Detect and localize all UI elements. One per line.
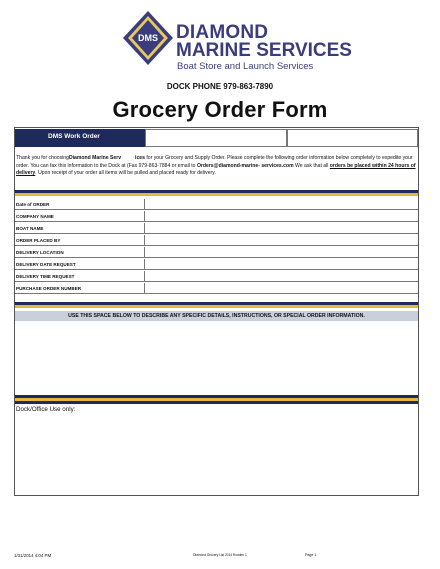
intro-paragraph xyxy=(16,155,418,178)
field-row-order-placed-by xyxy=(15,235,418,246)
field-label: COMPANY NAME xyxy=(16,214,54,219)
dock-phone: DOCK PHONE 979-863-7890 xyxy=(166,82,274,91)
field-row-date-of-order xyxy=(15,199,418,210)
logo-text: DMS xyxy=(138,33,158,43)
work-order-field-1[interactable] xyxy=(145,129,287,147)
field-row-purchase-order-number xyxy=(15,283,418,294)
field-label: DELIVERY DATE REQUEST xyxy=(16,262,76,267)
field-input-delivery-time-request[interactable] xyxy=(144,271,418,281)
intro-email: Orders@diamond-marine- services.com xyxy=(196,162,294,169)
intro-text-3: We ask that all xyxy=(293,162,330,169)
divider-gold xyxy=(15,305,418,308)
intro-text-2: for your Grocery and Supply Order. Please complete the following order information below completely to expedite your order. You can fax this information to the Dock at (Fax 979-863-7884 or email to xyxy=(16,155,413,169)
field-input-order-placed-by[interactable] xyxy=(144,235,418,245)
field-row-delivery-time-request xyxy=(15,271,418,282)
field-input-date-of-order[interactable] xyxy=(144,199,418,209)
divider-gold xyxy=(15,193,418,196)
brand-tagline: Boat Store and Launch Services xyxy=(177,61,314,72)
footer-timestamp: 1/31/2014 4:04 PM xyxy=(14,553,52,558)
intro-brand: Diamond Marine Serv xyxy=(68,155,122,161)
field-label: ORDER PLACED BY xyxy=(16,238,61,243)
field-row-delivery-date-request xyxy=(15,259,418,270)
field-row-delivery-location xyxy=(15,247,418,258)
footer-document-name: Diamond Grocery List 2014 Rodden 1 xyxy=(193,553,247,557)
field-input-company-name[interactable] xyxy=(144,211,418,221)
intro-brand-suffix: ices xyxy=(135,155,145,161)
field-label: DELIVERY LOCATION xyxy=(16,250,64,255)
field-input-boat-name[interactable] xyxy=(144,223,418,233)
page-title: Grocery Order Form xyxy=(112,97,328,122)
work-order-label: DMS Work Order xyxy=(48,133,100,140)
intro-deadline: orders be placed within 24 hours of delivery xyxy=(16,162,416,177)
intro-text-4: . Upon receipt of your order all items will be pulled and placed ready for delivery. xyxy=(35,170,216,177)
field-input-purchase-order-number[interactable] xyxy=(144,283,418,293)
divider-navy xyxy=(15,401,418,404)
field-input-delivery-date-request[interactable] xyxy=(144,259,418,269)
brand-name-line1: DIAMOND xyxy=(176,22,269,43)
instructions-textarea[interactable] xyxy=(15,321,418,395)
field-label: PURCHASE ORDER NUMBER xyxy=(16,286,82,291)
field-label: Date of ORDER xyxy=(16,202,50,207)
brand-name-line2: MARINE SERVICES xyxy=(176,40,352,61)
field-row-company-name xyxy=(15,211,418,222)
field-input-delivery-location[interactable] xyxy=(144,247,418,257)
field-label: DELIVERY TIME REQUEST xyxy=(16,274,75,279)
intro-text-1: Thank you for choosing xyxy=(16,155,69,161)
footer-page-number: Page 1 xyxy=(305,553,317,557)
field-label: BOAT NAME xyxy=(16,226,44,231)
work-order-field-2[interactable] xyxy=(287,129,418,147)
dock-office-use-label: Dock/Office Use only: xyxy=(16,406,76,413)
instructions-heading: USE THIS SPACE BELOW TO DESCRIBE ANY SPECIFIC DETAILS, INSTRUCTIONS, OR SPECIAL ORDER INFORMATION. xyxy=(15,311,418,321)
field-row-boat-name xyxy=(15,223,418,234)
